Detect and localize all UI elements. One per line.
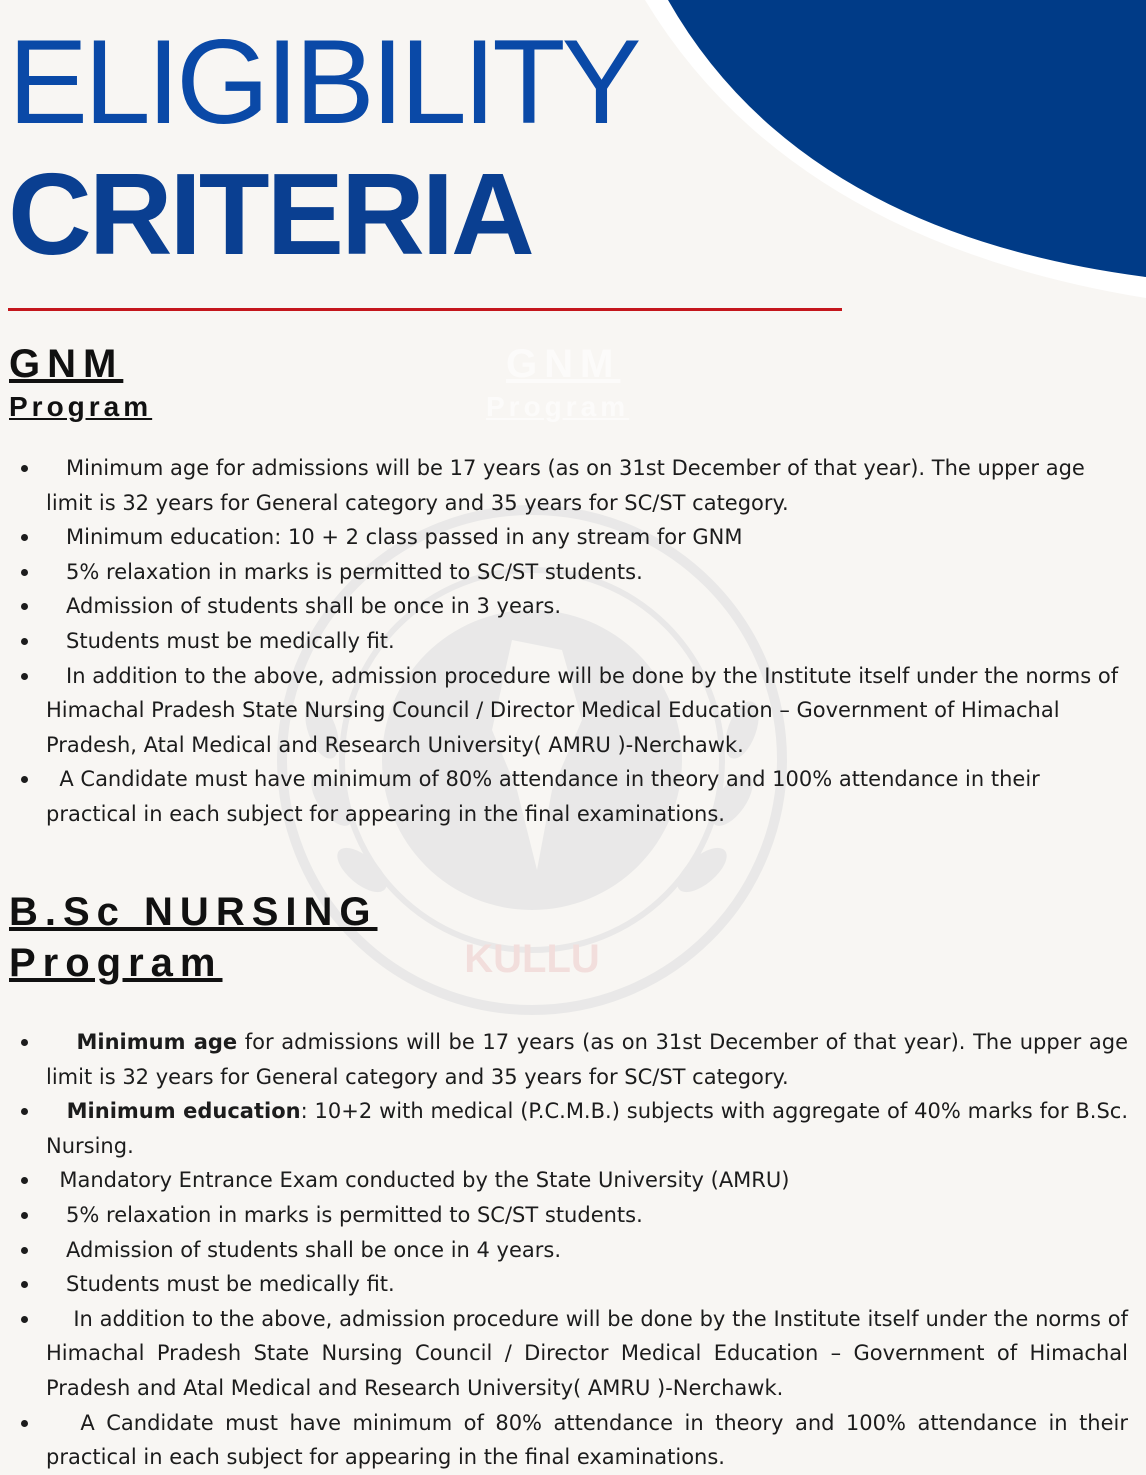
bsc-item-text: : 10+2 with medical (P.C.M.B.) subjects with aggregate of 40% marks for B.Sc. Nursing. [46,1099,1129,1158]
bsc-item-text: Mandatory Entrance Exam conducted by the State University (AMRU) [59,1168,790,1193]
list-item [0,1267,1128,1302]
bsc-item-text: Admission of students shall be once in 4 years. [66,1237,562,1262]
list-item [0,624,1128,659]
list-item [0,1406,1128,1475]
gnm-ghost-subtitle: Program [486,391,630,422]
gnm-item-text: Minimum age for admissions will be 17 years (as on 31st December of that year). The upper age limit is 32 years for General category and 35 years for SC/ST category. [46,456,1085,515]
bsc-section-subtitle: Program [9,941,223,985]
page-title-line1: ELIGIBILITY [8,15,638,149]
gnm-item-text: Admission of students shall be once in 3 years. [66,594,562,619]
gnm-criteria-list [0,451,1128,832]
gnm-ghost-title: GNM [506,342,621,386]
gnm-section-title: GNM [9,342,124,386]
page-title-line2: CRITERIA [8,149,532,279]
gnm-item-text: A Candidate must have minimum of 80% attendance in theory and 100% attendance in their practical in each subject for appearing in the final examinations. [46,767,1040,826]
bsc-section-title: B.Sc NURSING [9,890,378,934]
bsc-item-text: In addition to the above, admission procedure will be done by the Institute itself under the norms of Himachal Pradesh State Nursing Council / Director Medical Education – Government of Himachal Pradesh and Atal Medical and Research University( AMRU )-Nerchawk. [46,1306,1128,1400]
bsc-item-text: Students must be medically fit. [66,1272,395,1297]
list-item [0,1163,1128,1198]
list-item [0,1025,1128,1094]
list-item [0,555,1128,590]
list-item [0,451,1128,520]
gnm-item-text: 5% relaxation in marks is permitted to SC/ST students. [66,559,643,584]
bsc-item-text: 5% relaxation in marks is permitted to SC/ST students. [66,1202,643,1227]
list-item [0,762,1128,831]
list-item [0,1233,1128,1268]
bsc-item-text: A Candidate must have minimum of 80% attendance in theory and 100% attendance in their practical in each subject for appearing in the final examinations. [46,1410,1129,1470]
bsc-criteria-list [0,1025,1128,1475]
title-divider [8,308,842,311]
bsc-item-bold: Minimum age [76,1030,238,1054]
gnm-item-text: Minimum education: 10 + 2 class passed in any stream for GNM [66,525,743,550]
list-item [0,659,1128,763]
watermark-text: KULLU [464,937,600,981]
gnm-item-text: In addition to the above, admission procedure will be done by the Institute itself under the norms of Himachal Pradesh State Nursing Council / Director Medical Education – Government of Himachal Pradesh, Atal Medical and Research University( AMRU )-Nerchawk. [46,663,1119,757]
gnm-item-text: Students must be medically fit. [66,628,395,653]
list-item [0,1094,1128,1163]
bsc-item-text: for admissions will be 17 years (as on 31st December of that year). The upper age limit is 32 years for General category and 35 years for SC/ST category. [46,1030,1129,1089]
gnm-section-subtitle: Program [9,391,153,422]
list-item [0,1198,1128,1233]
list-item [0,589,1128,624]
list-item [0,1302,1128,1406]
bsc-item-bold: Minimum education [66,1099,301,1124]
list-item [0,520,1128,555]
